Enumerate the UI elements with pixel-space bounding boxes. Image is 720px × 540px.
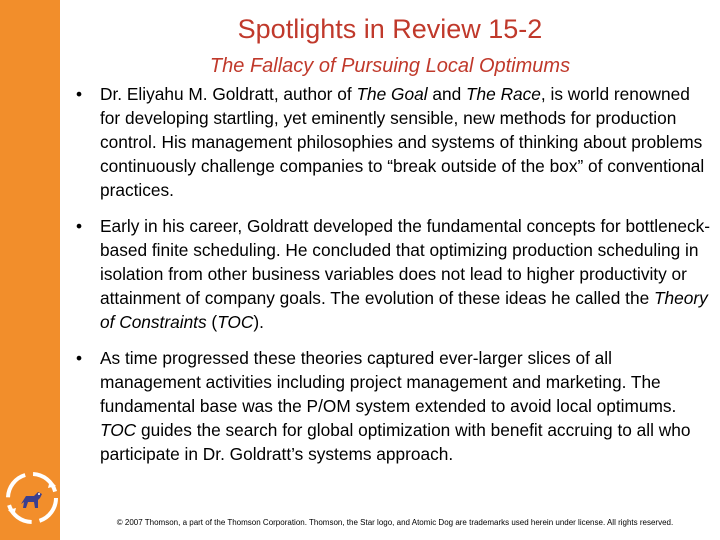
orange-sidebar (0, 0, 60, 540)
copyright-footer: © 2007 Thomson, a part of the Thomson Corporation. Thomson, the Star logo, and Atomic Dog are trademarks used herein under license. All rights reserved. (116, 518, 674, 527)
bullet-item (72, 214, 712, 334)
bullet-item (72, 346, 712, 466)
bullet-item (72, 82, 712, 202)
bullet-marker: • (76, 84, 83, 104)
theory-name: Theory of Constraints (100, 288, 708, 332)
bullet-text: ( (206, 312, 218, 332)
bullet-marker: • (76, 348, 83, 368)
theory-abbrev: TOC (100, 420, 137, 440)
bullet-text: ). (253, 312, 264, 332)
atomic-dog-logo (4, 470, 60, 526)
bullet-text: As time progressed these theories captured ever-larger slices of all management activities including project management and marketing. The fundamental base was the P/OM system extended to avoid local optimums. (100, 348, 677, 416)
bullet-text: Dr. Eliyahu M. Goldratt, author of (100, 84, 357, 104)
book-title: The Race (465, 84, 541, 104)
bullet-marker: • (76, 216, 83, 236)
bullet-list (72, 82, 712, 478)
slide-title: Spotlights in Review 15-2 (237, 14, 543, 44)
slide-subtitle: The Fallacy of Pursuing Local Optimums (209, 55, 571, 77)
bullet-text: , is world renowned for developing startling, yet eminently sensible, new methods for production control. His management philosophies and systems of thinking about problems continuously challenge companies to “break outside of the box” of conventional practices. (100, 84, 705, 200)
bullet-text: and (427, 84, 466, 104)
book-title: The Goal (356, 84, 428, 104)
theory-abbrev: TOC (217, 312, 254, 332)
bullet-text: guides the search for global optimization with benefit accruing to all who participate in Dr. Goldratt’s systems approach. (100, 420, 691, 464)
bullet-text: Early in his career, Goldratt developed the fundamental concepts for bottleneck-based finite scheduling. He concluded that optimizing production scheduling in isolation from other business variables does not lead to higher productivity or attainment of company goals. The evolution of these ideas he called the (100, 216, 710, 308)
